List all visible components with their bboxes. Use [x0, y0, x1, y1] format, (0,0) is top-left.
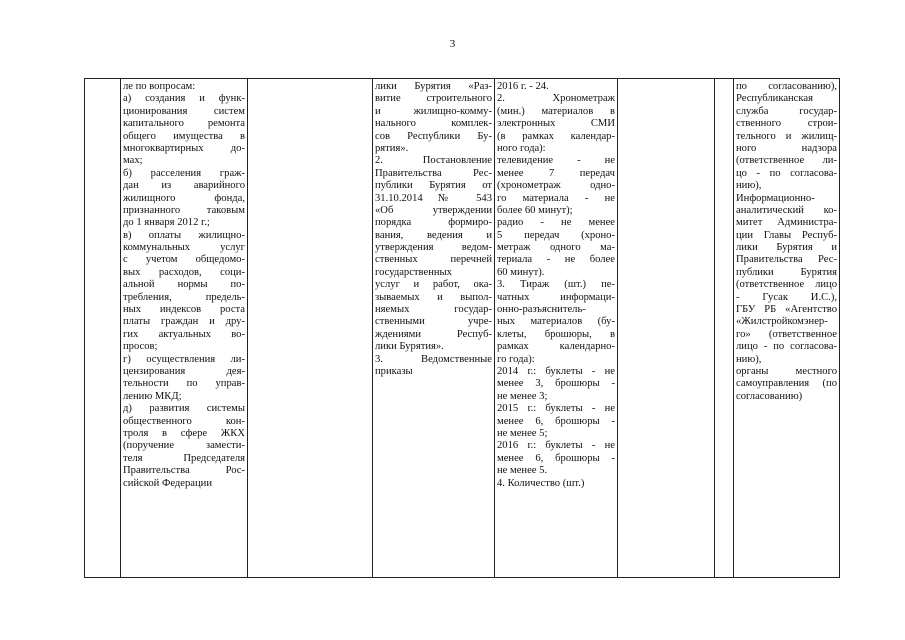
- column-2-cell: [121, 79, 248, 578]
- text-line: и жилищно-комму-: [375, 105, 492, 117]
- text-line: менее 3, брошюры -: [497, 378, 615, 390]
- text-line: рятия».: [375, 142, 409, 154]
- text-line: общественного кон-: [123, 415, 245, 427]
- column-7-cell: [715, 79, 734, 578]
- text-line: не менее 3;: [497, 390, 548, 402]
- text-line: ционирования систем: [123, 105, 245, 117]
- text-line: Республиканская: [736, 93, 813, 105]
- text-line: ждениями Респуб-: [375, 328, 492, 340]
- text-line: тельности по управ-: [123, 378, 245, 390]
- text-line: троля в сфере ЖКХ: [123, 427, 245, 439]
- text-line: сийской Федерации: [123, 477, 212, 489]
- text-line: не менее 5.: [497, 465, 548, 477]
- text-line: по согласованию),: [736, 81, 837, 92]
- text-line: государственных: [375, 266, 452, 278]
- text-line: ции Главы Респуб-: [736, 229, 837, 241]
- text-line: го» (ответственное: [736, 328, 837, 340]
- text-line: - Гусак И.С.),: [736, 291, 837, 303]
- text-line: 2015 г.: буклеты - не: [497, 403, 615, 415]
- text-line: жилищного фонда,: [123, 192, 245, 204]
- text-line: «Жилстройкомэнер-: [736, 316, 828, 328]
- text-line: г) осуществления ли-: [123, 353, 245, 365]
- text-line: услуг и работ, ока-: [375, 279, 492, 291]
- text-line: нию),: [736, 353, 762, 365]
- text-line: ных индексов роста: [123, 304, 245, 316]
- text-line: онно-разъяснитель-: [497, 304, 586, 316]
- text-line: ных материалов (бу-: [497, 316, 615, 328]
- text-line: (хронометраж одно-: [497, 180, 615, 192]
- text-line: признанного таковым: [123, 204, 245, 216]
- text-line: лению МКД;: [123, 390, 182, 402]
- text-line: менее 6, брошюры -: [497, 415, 615, 427]
- text-line: публики Бурятия: [736, 266, 837, 278]
- text-line: Правительства Рос-: [123, 465, 245, 477]
- text-line: «Об утверждении: [375, 204, 492, 216]
- text-line: служба государ-: [736, 105, 837, 117]
- text-line: ГБУ РБ «Агентство: [736, 304, 837, 316]
- text-line: лики Бурятия и: [736, 242, 837, 254]
- text-line: д) развития системы: [123, 403, 245, 415]
- text-line: в) оплаты жилищно-: [123, 229, 245, 241]
- text-line: лицо - по согласова-: [736, 341, 837, 353]
- text-line: нию),: [736, 180, 762, 192]
- text-line: требления, предель-: [123, 291, 245, 303]
- text-line: (поручение замести-: [123, 440, 245, 452]
- text-line: б) расселения граж-: [123, 167, 245, 179]
- text-line: зываемых и выпол-: [375, 291, 492, 303]
- text-line: дан из аварийного: [123, 180, 245, 192]
- text-line: коммунальных услуг: [123, 242, 245, 254]
- text-line: цензирования дея-: [123, 365, 245, 377]
- text-line: общего имущества в: [123, 130, 245, 142]
- text-line: ле по вопросам:: [123, 81, 196, 92]
- text-line: (ответственное лицо: [736, 279, 837, 291]
- text-line: (ответственное ли-: [736, 155, 837, 167]
- text-line: 2014 г.: буклеты - не: [497, 365, 615, 377]
- text-line: не менее 5;: [497, 427, 548, 439]
- text-line: мах;: [123, 155, 143, 167]
- text-line: платы граждан и дру-: [123, 316, 245, 328]
- document-table: [84, 78, 840, 578]
- text-line: лики Бурятия «Раз-: [375, 81, 492, 92]
- text-line: более 60 минут);: [497, 204, 573, 216]
- text-line: многоквартирных до-: [123, 142, 245, 154]
- text-line: вания, ведения и: [375, 229, 492, 241]
- text-line: теля Председателя: [123, 452, 245, 464]
- text-line: ного надзора: [736, 142, 837, 154]
- text-line: до 1 января 2012 г.;: [123, 217, 210, 229]
- text-line: просов;: [123, 341, 158, 353]
- text-line: Правительства Рес-: [375, 167, 492, 179]
- text-line: органы местного: [736, 365, 837, 377]
- text-line: приказы: [375, 365, 413, 377]
- table-row: [85, 79, 840, 578]
- text-line: 3. Ведомственные: [375, 353, 492, 365]
- text-line: (мин.) материалов в: [497, 105, 615, 117]
- text-line: митет Администра-: [736, 217, 837, 229]
- text-line: ственных перечней: [375, 254, 492, 266]
- text-line: ного года):: [497, 142, 546, 154]
- text-line: капитального ремонта: [123, 118, 245, 130]
- text-line: согласованию): [736, 390, 803, 402]
- text-line: радио - не менее: [497, 217, 615, 229]
- text-line: 2016 г.: буклеты - не: [497, 440, 615, 452]
- text-line: го материала - не: [497, 192, 615, 204]
- text-line: няемых государ-: [375, 304, 492, 316]
- text-line: 2. Постановление: [375, 155, 492, 167]
- text-line: альной нормы по-: [123, 279, 245, 291]
- page-number: 3: [449, 38, 456, 50]
- text-line: тельного и жилищ-: [736, 130, 837, 142]
- text-line: менее 6, брошюры -: [497, 452, 615, 464]
- text-line: аналитический ко-: [736, 204, 837, 216]
- text-line: а) создания и функ-: [123, 93, 245, 105]
- text-line: порядка формиро-: [375, 217, 492, 229]
- column-8-cell: [734, 79, 840, 578]
- text-line: Информационно-: [736, 192, 815, 204]
- text-line: утверждения ведом-: [375, 242, 492, 254]
- text-line: (в рамках календар-: [497, 130, 615, 142]
- text-line: ственными учре-: [375, 316, 492, 328]
- text-line: клеты, брошюры, в: [497, 328, 615, 340]
- text-line: нального комплек-: [375, 118, 492, 130]
- text-line: 31.10.2014 № 543: [375, 192, 492, 204]
- text-line: с учетом общедомо-: [123, 254, 245, 266]
- column-6-cell: [618, 79, 715, 578]
- text-line: 4. Количество (шт.): [497, 477, 585, 489]
- text-line: цо - по согласова-: [736, 167, 837, 179]
- text-line: териала - не более: [497, 254, 615, 266]
- column-3-cell: [248, 79, 373, 578]
- column-1-cell: [85, 79, 121, 578]
- text-line: вых расходов, соци-: [123, 266, 245, 278]
- text-line: 60 минут).: [497, 266, 545, 278]
- text-line: 5 передач (хроно-: [497, 229, 615, 241]
- text-line: рамках календарно-: [497, 341, 615, 353]
- text-line: самоуправления (по: [736, 378, 837, 390]
- text-line: 2016 г. - 24.: [497, 81, 549, 92]
- text-line: гих актуальных во-: [123, 328, 245, 340]
- text-line: менее 7 передач: [497, 167, 615, 179]
- text-line: 3. Тираж (шт.) пе-: [497, 279, 615, 291]
- column-5-cell: [495, 79, 618, 578]
- column-4-cell: [373, 79, 495, 578]
- text-line: Правительства Рес-: [736, 254, 837, 266]
- text-line: телевидение - не: [497, 155, 615, 167]
- text-line: витие строительного: [375, 93, 492, 105]
- text-line: публики Бурятия от: [375, 180, 492, 192]
- text-line: метраж одного ма-: [497, 242, 615, 254]
- text-line: электронных СМИ: [497, 118, 615, 130]
- text-line: ственного строи-: [736, 118, 837, 130]
- text-line: лики Бурятия».: [375, 341, 444, 353]
- text-line: сов Республики Бу-: [375, 130, 492, 142]
- text-line: 2. Хронометраж: [497, 93, 615, 105]
- text-line: чатных информаци-: [497, 291, 615, 303]
- text-line: го года):: [497, 353, 535, 365]
